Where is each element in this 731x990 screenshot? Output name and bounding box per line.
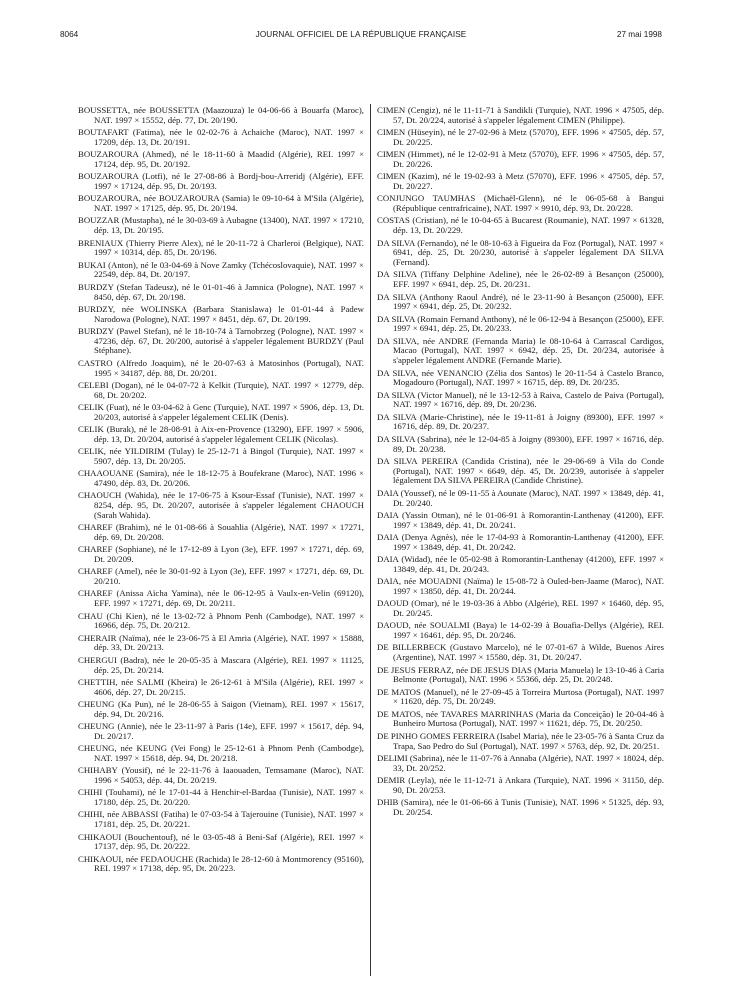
naturalization-entry: BURDZY (Pawel Stefan), né le 18-10-74 à Tarnobrzeg (Pologne), NAT. 1997 × 47236, dép. 67, Dt. 20/200, autorisé à s'appeler légalement BURDZY (Paul Stéphane). [78,325,364,356]
naturalization-entry: BURDZY, née WOLINSKA (Barbara Stanislawa) le 01-01-44 à Padew Narodowa (Pologne), NAT. 1997 × 8451, dép. 67, Dt. 20/199. [78,303,364,324]
naturalization-entry: DE MATOS, née TAVARES MARRINHAS (Maria da Conceição) le 20-04-46 à Bunheiro Murtosa (Portugal), NAT. 1997 × 11621, dép. 75, Dt. 20/250. [377,708,664,729]
naturalization-entry: BOUZAROURA (Lotfi), né le 27-08-86 à Bordj-bou-Arreridj (Algérie), EFF. 1997 × 17124, dép. 95, Dt. 20/193. [78,171,364,192]
naturalization-entry: CHETTIH, née SALMI (Kheira) le 26-12-61 à M'Sila (Algérie), REI. 1997 × 4606, dép. 27, Dt. 20/215. [78,676,364,697]
right-column [377,106,664,820]
naturalization-entry: CHAREF (Brahim), né le 01-08-66 à Souahlia (Algérie), NAT. 1997 × 17271, dép. 69, Dt. 20/208. [78,522,364,542]
naturalization-entry: DE PINHO GOMES FERREIRA (Isabel Maria), née le 23-05-76 à Santa Cruz da Trapa, Sao Pedro do Sul (Portugal), NAT. 1997 × 5763, dép. 92, Dt. 20/251. [377,730,664,751]
naturalization-entry: CHIHI, née ABBASSI (Fatiha) le 07-03-54 à Tajerouine (Tunisie), NAT. 1997 × 17181, dép. 25, Dt. 20/221. [78,809,364,830]
naturalization-entry: CHEUNG (Ka Pun), né le 28-06-55 à Saigon (Vietnam), REI. 1997 × 15617, dép. 94, Dt. 20/216. [78,698,364,719]
left-column [78,106,364,877]
naturalization-entry: CIMEN (Cengiz), né le 11-11-71 à Sandikli (Turquie), NAT. 1996 × 47505, dép. 57, Dt. 20/224, autorisé à s'appeler légalement CIMEN (Philippe). [377,105,664,125]
naturalization-entry: DEMIR (Leyla), née le 11-12-71 à Ankara (Turquie), NAT. 1996 × 31150, dép. 90, Dt. 20/253. [377,774,664,795]
naturalization-entry: CIMEN (Hüseyin), né le 27-02-96 à Metz (57070), EFF. 1996 × 47505, dép. 57, Dt. 20/225. [377,127,664,147]
naturalization-entry: CELIK, née YILDIRIM (Tulay) le 25-12-71 à Bingol (Turquie), NAT. 1997 × 5907, dép. 13, Dt. 20/205. [78,446,364,466]
column-divider [370,104,371,976]
naturalization-entry: DA SILVA, née ANDRE (Fernanda Maria) le 08-10-64 à Carrascal Cardigos, Macao (Portugal), NAT. 1997 × 6942, dép. 25, Dt. 20/234, autorisée à s'appeler légalement ANDRE (Fernande Marie). [377,335,664,366]
naturalization-entry: CHAAOUANE (Samira), née le 18-12-75 à Boufekrane (Maroc), NAT. 1996 × 47490, dép. 83, Dt. 20/206. [78,468,364,488]
naturalization-entry: CHERAIR (Naïma), née le 23-06-75 à El Amria (Algérie), NAT. 1997 × 15888, dép. 33, Dt. 20/213. [78,632,364,653]
naturalization-entry: COSTAS (Cristian), né le 10-04-65 à Bucarest (Roumanie), NAT. 1997 × 61328, dép. 13, Dt. 20/229. [377,215,664,236]
naturalization-entry: CELIK (Fuat), né le 03-04-62 à Genc (Turquie), NAT. 1997 × 5906, dép. 13, Dt. 20/203, autorisé à s'appeler légalement CELIK (Denis). [78,401,364,422]
naturalization-entry: CASTRO (Alfredo Joaquim), né le 20-07-63 à Matosinhos (Portugal), NAT. 1995 × 34187, dép. 88, Dt. 20/201. [78,357,364,378]
naturalization-entry: BUKAI (Anton), né le 03-04-69 à Nove Zamky (Tchécoslovaquie), NAT. 1997 × 22549, dép. 84, Dt. 20/197. [78,259,364,280]
naturalization-entry: BOUZAROURA (Ahmed), né le 18-11-60 à Maadid (Algérie), REI. 1997 × 17124, dép. 95, Dt. 20/192. [78,149,364,169]
naturalization-entry: DAIA (Denya Agnès), née le 17-04-93 à Romorantin-Lanthenay (41200), EFF. 1997 × 13849, dép. 41, Dt. 20/242. [377,531,664,552]
naturalization-entry: DA SILVA (Sabrina), née le 12-04-85 à Joigny (89300), EFF. 1997 × 16716, dép. 89, Dt. 20/238. [377,433,664,454]
naturalization-entry: DA SILVA (Fernando), né le 08-10-63 à Figueira da Foz (Portugal), NAT. 1997 × 6941, dép. 25, Dt. 20/230, autorisé à s'appeler légalement DA SILVA (Fernand). [377,237,664,268]
naturalization-entry: CONJUNGO TAUMHAS (Michaël-Glenn), né le 06-05-68 à Bangui (République centrafricaine), NAT. 1997 × 9910, dép. 93, Dt. 20/228. [377,193,664,214]
naturalization-entry: CHEUNG (Annie), née le 23-11-97 à Paris (14e), EFF. 1997 × 15617, dép. 94, Dt. 20/217. [78,721,364,741]
naturalization-entry: CHAREF (Sophiane), né le 17-12-89 à Lyon (3e), EFF. 1997 × 17271, dép. 69, Dt. 20/209. [78,544,364,565]
naturalization-entry: BOUTAFART (Fatima), née le 02-02-76 à Achaiche (Maroc), NAT. 1997 × 17209, dép. 13, Dt. 20/191. [78,127,364,147]
naturalization-entry: DA SILVA, née VENANCIO (Zélia dos Santos) le 20-11-54 à Castelo Branco, Mogadouro (Portugal), NAT. 1997 × 16715, dép. 89, Dt. 20/235. [377,367,664,388]
naturalization-entry: DAIA, née MOUADNI (Naïma) le 15-08-72 à Ouled-ben-Jaame (Maroc), NAT. 1997 × 13850, dép. 41, Dt. 20/244. [377,576,664,596]
naturalization-entry: DAOUD (Omar), né le 19-03-36 à Abbo (Algérie), REI. 1997 × 16460, dép. 95, Dt. 20/245. [377,598,664,618]
naturalization-entry: BURDZY (Stefan Tadeusz), né le 01-01-46 à Jamnica (Pologne), NAT. 1997 × 8450, dép. 67, Dt. 20/198. [78,281,364,302]
naturalization-entry: BRENIAUX (Thierry Pierre Alex), né le 20-11-72 à Charleroi (Belgique), NAT. 1997 × 10314, dép. 85, Dt. 20/196. [78,237,364,258]
naturalization-entry: DHIB (Samira), née le 01-06-66 à Tunis (Tunisie), NAT. 1996 × 51325, dép. 93, Dt. 20/254. [377,797,664,817]
naturalization-entry: CHIKAOUI (Bouchentouf), né le 03-05-48 à Beni-Saf (Algérie), REI. 1997 × 17137, dép. 95, Dt. 20/222. [78,831,364,852]
naturalization-entry: DA SILVA (Romain Fernand Anthony), né le 06-12-94 à Besançon (25000), EFF. 1997 × 6941, dép. 25, Dt. 20/233. [377,313,664,334]
naturalization-entry: CELIK (Burak), né le 28-08-91 à Aix-en-Provence (13290), EFF. 1997 × 5906, dép. 13, Dt. 20/204, autorisé à s'appeler légalement CELIK (Nicolas). [78,424,364,444]
naturalization-entry: BOUZZAR (Mustapha), né le 30-03-69 à Aubagne (13400), NAT. 1997 × 17210, dép. 13, Dt. 20/195. [78,215,364,236]
issue-date: 27 mai 1998 [616,30,662,39]
naturalization-entry: CHERGUI (Badra), née le 20-05-35 à Mascara (Algérie), REI. 1997 × 11125, dép. 25, Dt. 20/214. [78,654,364,675]
naturalization-entry: DAIA (Yassin Otman), né le 01-06-91 à Romorantin-Lanthenay (41200), EFF. 1997 × 13849, dép. 41, Dt. 20/241. [377,509,664,530]
naturalization-entry: CHIKAOUI, née FEDAOUCHE (Rachida) le 28-12-60 à Montmorency (95160), REI. 1997 × 17138, dép. 95, Dt. 20/223. [78,853,364,874]
naturalization-entry: CHIHI (Touhami), né le 17-01-44 à Henchir-el-Bardaa (Tunisie), NAT. 1997 × 17180, dép. 25, Dt. 20/220. [78,787,364,808]
naturalization-entry: DA SILVA PEREIRA (Candida Cristina), née le 29-06-69 à Vila do Conde (Portugal), NAT. 1997 × 6649, dép. 45, Dt. 20/239, autorisée à s'appeler légalement DA SILVA PEREIRA (Candide Christine). [377,455,664,486]
naturalization-entry: DA SILVA (Victor Manuel), né le 13-12-53 à Raiva, Castelo de Paiva (Portugal), NAT. 1997 × 16716, dép. 89, Dt. 20/236. [377,389,664,410]
naturalization-entry: CHEUNG, née KEUNG (Vei Fong) le 25-12-61 à Phnom Penh (Cambodge), NAT. 1997 × 15618, dép. 94, Dt. 20/218. [78,743,364,763]
naturalization-entry: DELIMI (Sabrina), née le 11-07-76 à Annaba (Algérie), NAT. 1997 × 18024, dép. 33, Dt. 20/252. [377,752,664,773]
naturalization-entry: CELEBI (Dogan), né le 04-07-72 à Kelkit (Turquie), NAT. 1997 × 12779, dép. 68, Dt. 20/202. [78,379,364,400]
naturalization-entry: BOUZAROURA, née BOUZAROURA (Samia) le 09-10-64 à M'Sila (Algérie), NAT. 1997 × 17125, dép. 95, Dt. 20/194. [78,193,364,214]
naturalization-entry: DAOUD, née SOUALMI (Baya) le 14-02-39 à Bouafia-Dellys (Algérie), REI. 1997 × 16461, dép. 95, Dt. 20/246. [377,620,664,641]
naturalization-entry: DE JESUS FERRAZ, née DE JESUS DIAS (Maria Manuela) le 13-10-46 à Caria Belmonte (Portugal), NAT. 1996 × 55366, dép. 25, Dt. 20/248. [377,664,664,685]
naturalization-entry: CHAREF (Anissa Aïcha Yamina), née le 06-12-95 à Vaulx-en-Velin (69120), EFF. 1997 × 17271, dép. 69, Dt. 20/211. [78,588,364,609]
naturalization-entry: DA SILVA (Marie-Christine), née le 19-11-81 à Joigny (89300), EFF. 1997 × 16716, dép. 89, Dt. 20/237. [377,411,664,432]
naturalization-entry: DAIA (Widad), née le 05-02-98 à Romorantin-Lanthenay (41200), EFF. 1997 × 13849, dép. 41, Dt. 20/243. [377,554,664,574]
naturalization-entry: DE BILLERBECK (Gustavo Marcelo), né le 07-01-67 à Wilde, Buenos Aires (Argentine), NAT. 1997 × 15580, dép. 31, Dt. 20/247. [377,642,664,663]
naturalization-entry: DA SILVA (Anthony Raoul André), né le 23-11-90 à Besançon (25000), EFF. 1997 × 6941, dép. 25, Dt. 20/232. [377,291,664,312]
naturalization-entry: DE MATOS (Manuel), né le 27-09-45 à Torreira Murtosa (Portugal), NAT. 1997 × 11620, dép. 75, Dt. 20/249. [377,686,664,707]
naturalization-entry: CIMEN (Himmet), né le 12-02-91 à Metz (57070), EFF. 1996 × 47505, dép. 57, Dt. 20/226. [377,149,664,169]
naturalization-entry: CHAREF (Amel), née le 30-01-92 à Lyon (3e), EFF. 1997 × 17271, dép. 69, Dt. 20/210. [78,566,364,587]
naturalization-entry: CHAOUCH (Wahida), née le 17-06-75 à Ksour-Essaf (Tunisie), NAT. 1997 × 8254, dép. 95, Dt. 20/207, autorisée à s'appeler légalement CHAOUCH (Sarah Wahida). [78,490,364,520]
naturalization-entry: CHIHABY (Yousif), né le 22-11-76 à Iaaouaden, Temsamane (Maroc), NAT. 1996 × 54053, dép. 44, Dt. 20/219. [78,765,364,785]
page-number: 8064 [60,30,79,39]
naturalization-entry: CIMEN (Kazim), né le 19-02-93 à Metz (57070), EFF. 1996 × 47505, dép. 57, Dt. 20/227. [377,171,664,192]
journal-title: JOURNAL OFFICIEL DE LA RÉPUBLIQUE FRANÇAISE [255,30,467,39]
naturalization-entry: BOUSSETTA, née BOUSSETTA (Maazouza) le 04-06-66 à Bouarfa (Maroc), NAT. 1997 × 15552, dép. 77, Dt. 20/190. [78,105,364,125]
naturalization-entry: DA SILVA (Tiffany Delphine Adeline), née le 26-02-89 à Besançon (25000), EFF. 1997 × 6941, dép. 25, Dt. 20/231. [377,269,664,290]
naturalization-entry: DAIA (Youssef), né le 09-11-55 à Aounate (Maroc), NAT. 1997 × 13849, dép. 41, Dt. 20/240. [377,487,664,508]
page-header [60,30,662,44]
naturalization-entry: CHAU (Chi Kien), né le 13-02-72 à Phnom Penh (Cambodge), NAT. 1997 × 16966, dép. 75, Dt. 20/212. [78,610,364,631]
